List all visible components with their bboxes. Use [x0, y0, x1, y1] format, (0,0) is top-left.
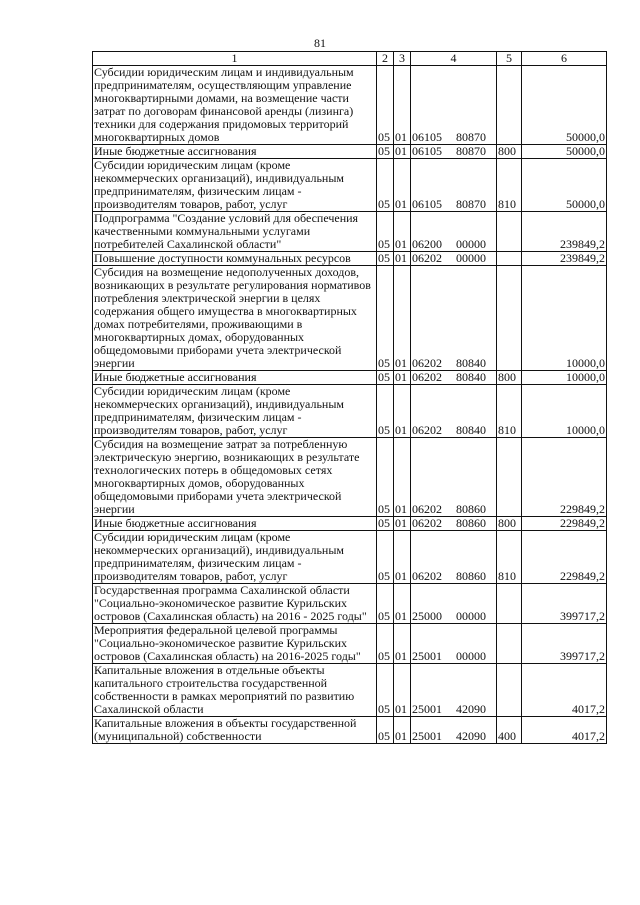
row-name: Капитальные вложения в объекты государственной (муниципальной) собственности	[93, 717, 377, 744]
row-target-article	[411, 66, 497, 145]
row-section: 05	[377, 145, 394, 159]
row-target-article-program: 06202	[412, 251, 442, 265]
row-target-article	[411, 252, 497, 266]
row-name: Субсидии юридическим лицам (кроме некоммерческих организаций), индивидуальным предпринимателям, физическим лицам - производителям товаров, работ, услуг	[93, 159, 377, 212]
table-row	[93, 252, 607, 266]
row-expense-type: 800	[497, 145, 522, 159]
row-amount: 229849,2	[522, 531, 607, 584]
row-target-article	[411, 385, 497, 438]
row-name: Повышение доступности коммунальных ресурсов	[93, 252, 377, 266]
row-section: 05	[377, 517, 394, 531]
row-target-article-direction: 80840	[456, 356, 486, 370]
row-target-article-direction: 80860	[456, 569, 486, 583]
page-number: 81	[314, 36, 326, 50]
row-section: 05	[377, 252, 394, 266]
table-body	[93, 66, 607, 744]
row-amount: 229849,2	[522, 517, 607, 531]
header-col-2: 2	[377, 52, 394, 66]
row-amount: 239849,2	[522, 212, 607, 252]
row-target-article-direction: 80860	[456, 516, 486, 530]
row-name: Мероприятия федеральной целевой программы "Социально-экономическое развитие Курильских островов (Сахалинская область) на 2016-2025 годы"	[93, 624, 377, 664]
row-target-article-program: 06105	[412, 144, 442, 158]
row-expense-type	[497, 438, 522, 517]
row-target-article	[411, 438, 497, 517]
row-target-article-program: 06105	[412, 197, 442, 211]
row-section: 05	[377, 438, 394, 517]
row-name: Субсидии юридическим лицам и индивидуальным предпринимателям, осуществляющим управление многоквартирными домами, на возмещение части затрат по договорам финансовой аренды (лизинга) техники для содержания придомовых территорий многоквартирных домов	[93, 66, 377, 145]
row-target-article-program: 06202	[412, 502, 442, 516]
row-subsection: 01	[394, 584, 411, 624]
row-target-article-direction: 80860	[456, 502, 486, 516]
row-target-article-program: 06202	[412, 516, 442, 530]
header-row	[93, 52, 607, 66]
row-section: 05	[377, 531, 394, 584]
row-target-article	[411, 664, 497, 717]
row-target-article-direction: 00000	[456, 237, 486, 251]
row-section: 05	[377, 584, 394, 624]
row-target-article-program: 25001	[412, 729, 442, 743]
row-name: Субсидии юридическим лицам (кроме некоммерческих организаций), индивидуальным предпринимателям, физическим лицам - производителям товаров, работ, услуг	[93, 385, 377, 438]
row-target-article	[411, 145, 497, 159]
row-expense-type: 400	[497, 717, 522, 744]
row-target-article-direction: 80870	[456, 144, 486, 158]
table-row	[93, 159, 607, 212]
row-subsection: 01	[394, 159, 411, 212]
row-amount: 10000,0	[522, 371, 607, 385]
row-target-article	[411, 584, 497, 624]
row-amount: 50000,0	[522, 66, 607, 145]
row-amount: 4017,2	[522, 664, 607, 717]
table-row	[93, 212, 607, 252]
row-expense-type: 810	[497, 385, 522, 438]
row-name: Субсидии юридическим лицам (кроме некоммерческих организаций), индивидуальным предпринимателям, физическим лицам - производителям товаров, работ, услуг	[93, 531, 377, 584]
table-row	[93, 664, 607, 717]
row-target-article-direction: 00000	[456, 251, 486, 265]
row-name: Иные бюджетные ассигнования	[93, 371, 377, 385]
row-target-article-program: 06202	[412, 356, 442, 370]
row-amount: 229849,2	[522, 438, 607, 517]
row-target-article	[411, 212, 497, 252]
header-col-5: 5	[497, 52, 522, 66]
row-expense-type: 810	[497, 531, 522, 584]
row-subsection: 01	[394, 252, 411, 266]
table-row	[93, 145, 607, 159]
row-subsection: 01	[394, 664, 411, 717]
row-target-article-program: 06202	[412, 569, 442, 583]
header-col-3: 3	[394, 52, 411, 66]
row-name: Субсидия на возмещение затрат за потребленную электрическую энергию, возникающих в результате технологических потерь в общедомовых сетях многоквартирных домов, оборудованных общедомовыми приборами учета электрической энергии	[93, 438, 377, 517]
row-target-article	[411, 371, 497, 385]
table-row	[93, 438, 607, 517]
row-target-article-program: 25001	[412, 702, 442, 716]
row-name: Субсидия на возмещение недополученных доходов, возникающих в результате регулирования нормативов потребления электрической энергии в целях содержания общего имущества в многоквартирных домах потребителями, проживающими в многоквартирных домах, оборудованных общедомовыми приборами учета электрической энергии	[93, 266, 377, 371]
header-col-6: 6	[522, 52, 607, 66]
header-col-4: 4	[411, 52, 497, 66]
row-amount: 10000,0	[522, 385, 607, 438]
row-section: 05	[377, 212, 394, 252]
row-target-article	[411, 266, 497, 371]
table-row	[93, 385, 607, 438]
row-amount: 10000,0	[522, 266, 607, 371]
row-subsection: 01	[394, 717, 411, 744]
row-subsection: 01	[394, 624, 411, 664]
row-subsection: 01	[394, 145, 411, 159]
row-subsection: 01	[394, 385, 411, 438]
row-target-article-program: 06202	[412, 423, 442, 437]
row-name: Иные бюджетные ассигнования	[93, 517, 377, 531]
table-row	[93, 531, 607, 584]
row-target-article-direction: 80840	[456, 423, 486, 437]
row-section: 05	[377, 717, 394, 744]
table-row	[93, 266, 607, 371]
row-target-article-program: 06202	[412, 370, 442, 384]
row-subsection: 01	[394, 531, 411, 584]
row-name: Государственная программа Сахалинской области "Социально-экономическое развитие Курильских островов (Сахалинская область) на 2016 - 2025 годы"	[93, 584, 377, 624]
row-target-article	[411, 531, 497, 584]
row-target-article-direction: 00000	[456, 649, 486, 663]
row-amount: 4017,2	[522, 717, 607, 744]
row-target-article	[411, 517, 497, 531]
row-name: Подпрограмма "Создание условий для обеспечения качественными коммунальными услугами потребителей Сахалинской области"	[93, 212, 377, 252]
table-row	[93, 371, 607, 385]
row-target-article-direction: 00000	[456, 609, 486, 623]
row-subsection: 01	[394, 517, 411, 531]
row-name: Иные бюджетные ассигнования	[93, 145, 377, 159]
row-target-article-program: 06105	[412, 130, 442, 144]
row-expense-type	[497, 266, 522, 371]
row-subsection: 01	[394, 266, 411, 371]
row-target-article-direction: 80870	[456, 197, 486, 211]
row-amount: 239849,2	[522, 252, 607, 266]
row-amount: 399717,2	[522, 624, 607, 664]
header-col-1: 1	[93, 52, 377, 66]
row-section: 05	[377, 159, 394, 212]
table-row	[93, 517, 607, 531]
table-row	[93, 717, 607, 744]
row-target-article-direction: 80870	[456, 130, 486, 144]
row-section: 05	[377, 664, 394, 717]
row-expense-type	[497, 212, 522, 252]
budget-table	[92, 51, 607, 744]
table-row	[93, 624, 607, 664]
table-row	[93, 66, 607, 145]
row-target-article	[411, 717, 497, 744]
row-target-article	[411, 159, 497, 212]
row-expense-type	[497, 66, 522, 145]
row-subsection: 01	[394, 66, 411, 145]
row-target-article	[411, 624, 497, 664]
row-expense-type	[497, 624, 522, 664]
row-expense-type: 810	[497, 159, 522, 212]
row-section: 05	[377, 371, 394, 385]
row-amount: 399717,2	[522, 584, 607, 624]
row-target-article-direction: 42090	[456, 702, 486, 716]
row-subsection: 01	[394, 212, 411, 252]
row-target-article-program: 06200	[412, 237, 442, 251]
row-amount: 50000,0	[522, 159, 607, 212]
row-expense-type	[497, 664, 522, 717]
row-subsection: 01	[394, 438, 411, 517]
row-expense-type: 800	[497, 517, 522, 531]
row-name: Капитальные вложения в отдельные объекты капитального строительства государственной собственности в рамках мероприятий по развитию Сахалинской области	[93, 664, 377, 717]
row-expense-type: 800	[497, 371, 522, 385]
table-row	[93, 584, 607, 624]
row-amount: 50000,0	[522, 145, 607, 159]
row-target-article-program: 25000	[412, 609, 442, 623]
row-target-article-direction: 42090	[456, 729, 486, 743]
row-section: 05	[377, 385, 394, 438]
row-expense-type	[497, 584, 522, 624]
row-section: 05	[377, 66, 394, 145]
row-target-article-program: 25001	[412, 649, 442, 663]
row-expense-type	[497, 252, 522, 266]
row-subsection: 01	[394, 371, 411, 385]
row-section: 05	[377, 266, 394, 371]
row-target-article-direction: 80840	[456, 370, 486, 384]
row-section: 05	[377, 624, 394, 664]
